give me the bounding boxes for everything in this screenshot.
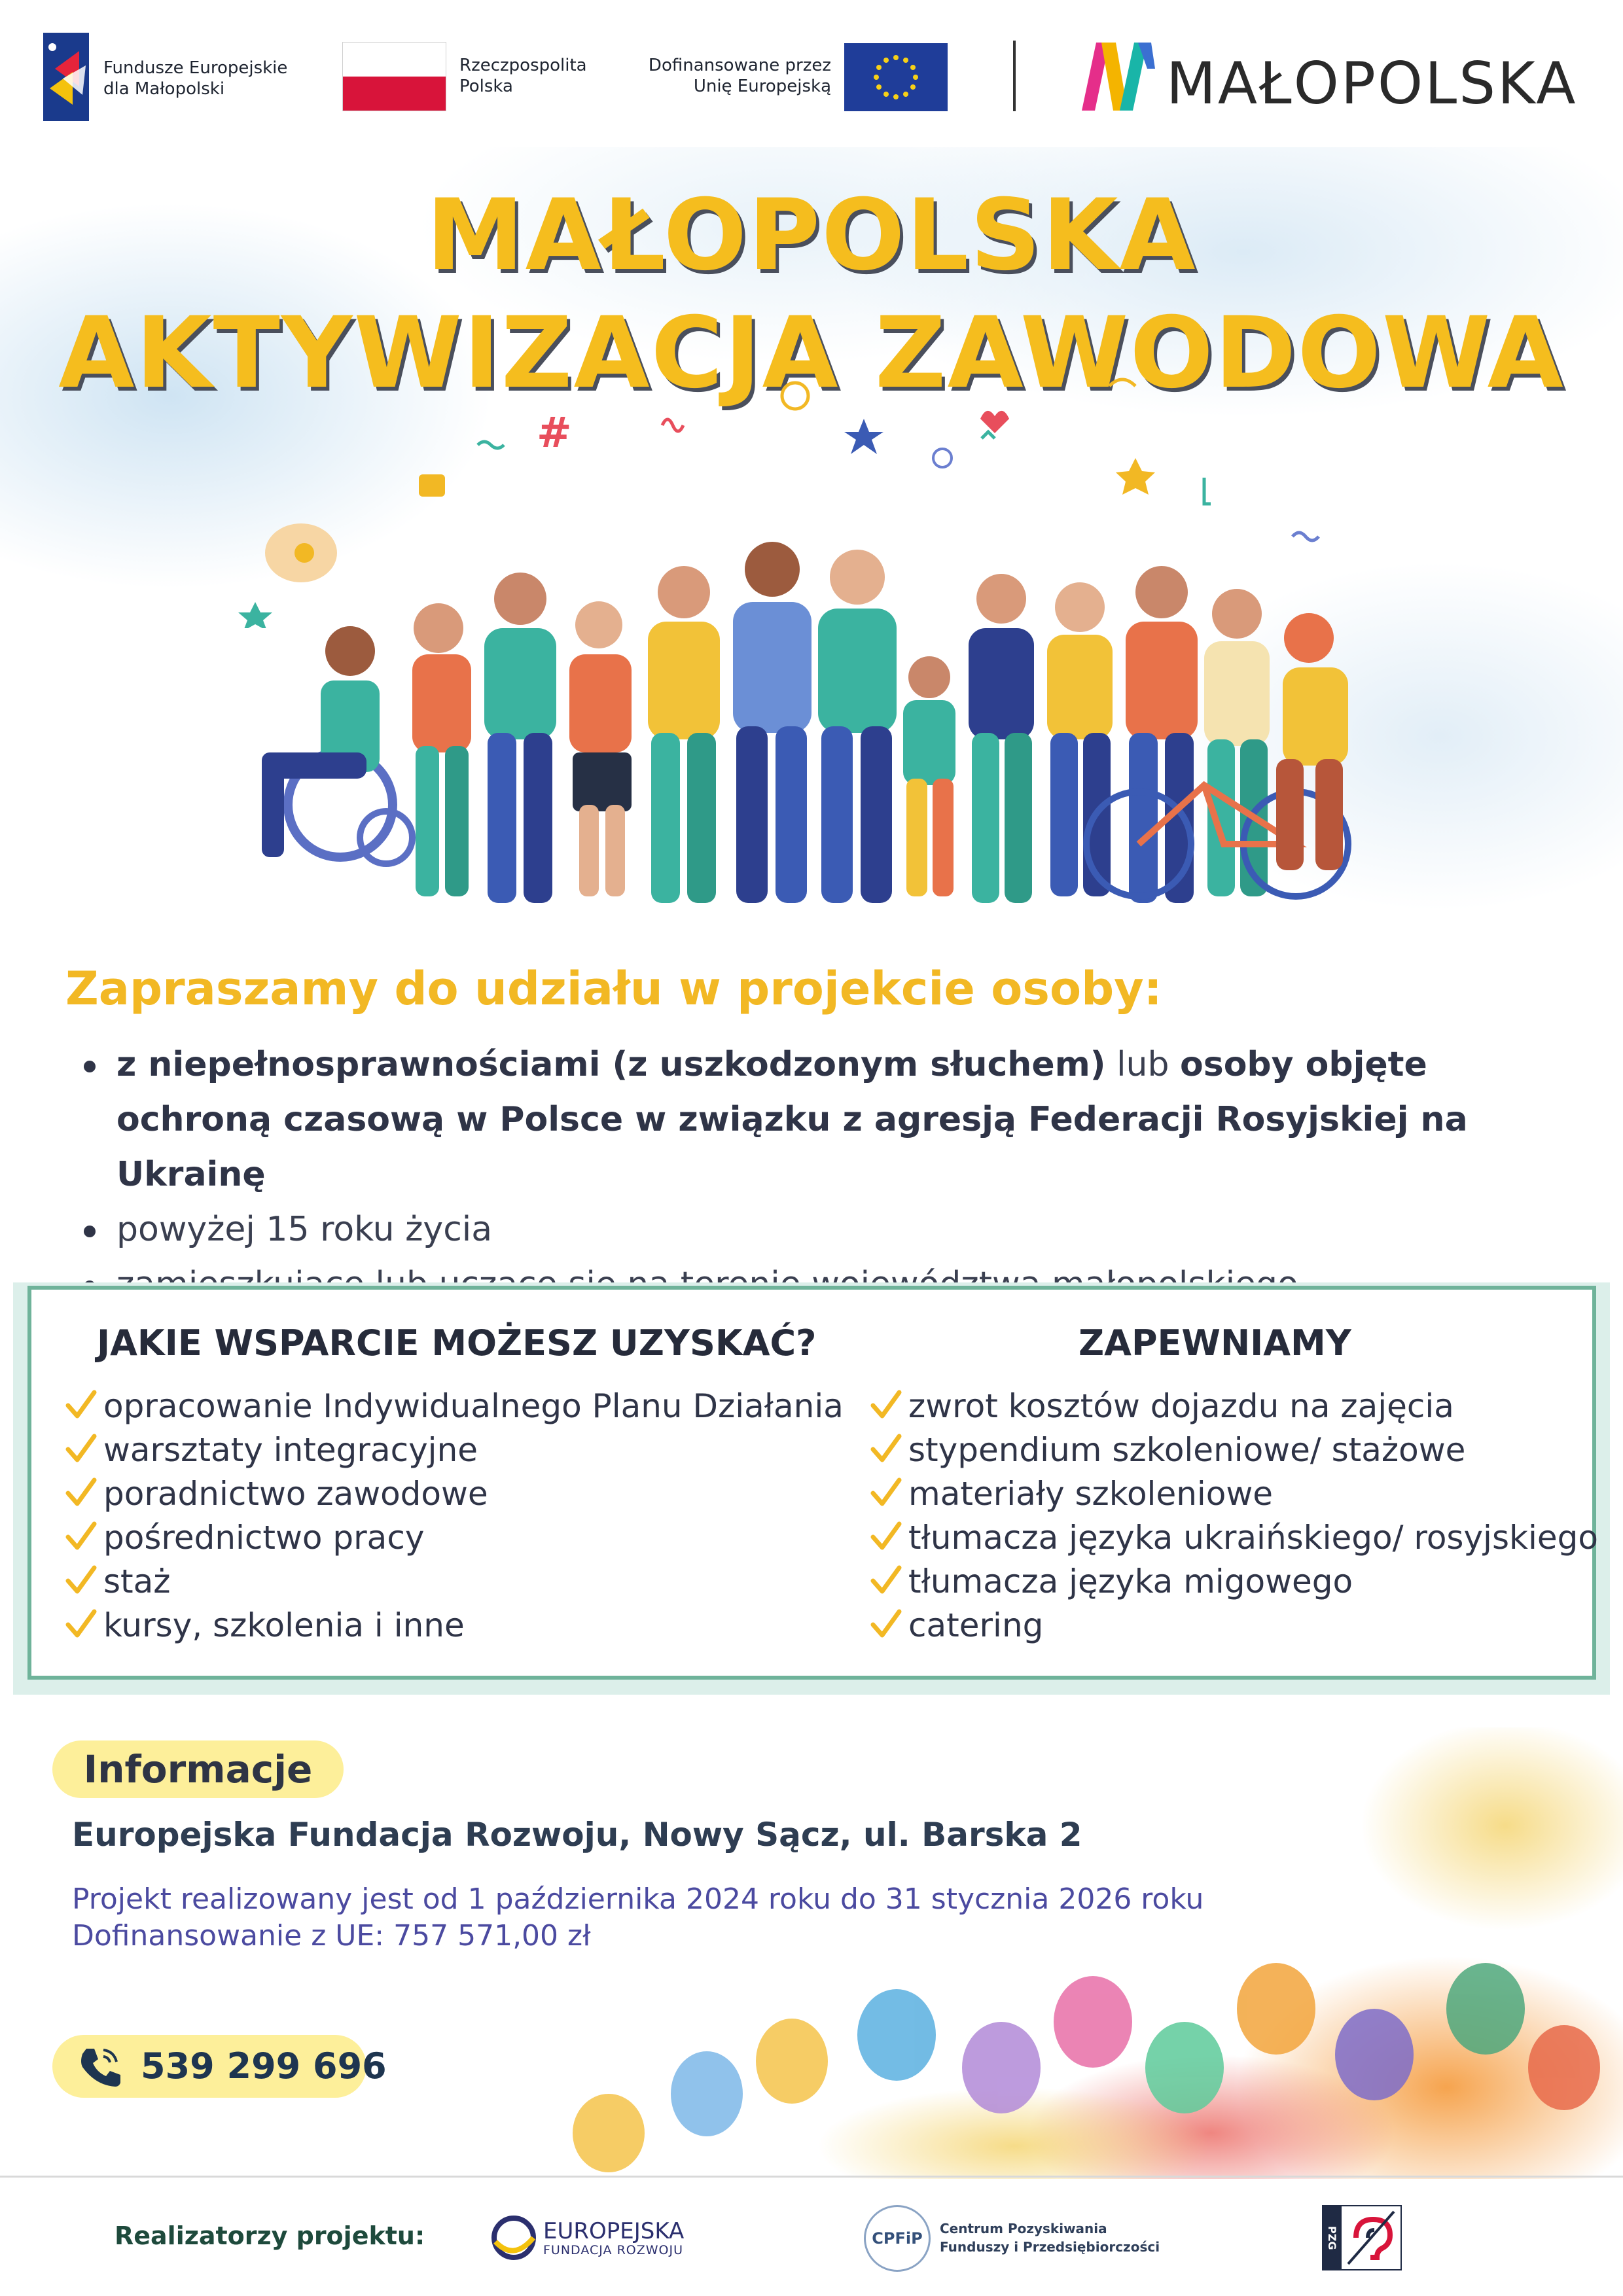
efr-logo-icon: [488, 2212, 540, 2264]
list-item-label: zwrot kosztów dojazdu na zajęcia: [908, 1387, 1454, 1425]
support-right-heading: ZAPEWNIAMY: [1079, 1322, 1351, 1364]
check-icon: [869, 1563, 903, 1597]
list-item-label: poradnictwo zawodowe: [103, 1475, 488, 1513]
eligibility-item-2: powyżej 15 roku życia: [79, 1202, 1564, 1257]
list-item-label: pośrednictwo pracy: [103, 1519, 425, 1557]
footer-divider: [0, 2176, 1623, 2178]
check-icon: [64, 1563, 98, 1597]
list-item-label: tłumacza języka ukraińskiego/ rosyjskiego: [908, 1519, 1598, 1557]
check-icon: [64, 1431, 98, 1465]
list-item-label: warsztaty integracyjne: [103, 1431, 478, 1469]
pzg-badge-text: PZG: [1326, 2225, 1338, 2250]
list-item: [869, 1385, 1598, 1428]
header-bar: [0, 0, 1623, 147]
eligibility-list: [79, 1037, 1564, 1312]
list-item-label: opracowanie Indywidualnego Planu Działania: [103, 1387, 844, 1425]
cpfip-text-line1: Centrum Pozyskiwania: [940, 2221, 1107, 2236]
check-icon: [869, 1475, 903, 1509]
check-icon: [64, 1387, 98, 1421]
efr-text-line1: EUROPEJSKA: [543, 2218, 685, 2244]
efr-logo-text: [543, 2219, 684, 2257]
rp-logo-text: [459, 55, 587, 97]
eu-logo-text: [635, 55, 831, 97]
support-left-heading: JAKIE WSPARCIE MOŻESZ UZYSKAĆ?: [97, 1322, 817, 1364]
project-funding: Dofinansowanie z UE: 757 571,00 zł: [72, 1919, 591, 1952]
rp-text-line1: Rzeczpospolita: [459, 56, 587, 75]
project-details: [72, 1881, 1204, 1954]
list-item: [869, 1428, 1598, 1472]
rp-text-line2: Polska: [459, 77, 513, 96]
list-item: [869, 1516, 1598, 1560]
people-crowd-illustration: [223, 497, 1414, 916]
list-item: [64, 1516, 844, 1560]
eu-flag-icon: [844, 43, 948, 111]
support-left-list: [64, 1385, 844, 1648]
fundusze-europejskie-logo: [43, 33, 89, 121]
invite-heading: Zapraszamy do udziału w projekcie osoby:: [65, 962, 1162, 1016]
header-divider: [1013, 41, 1016, 111]
eu-text-line2: Unię Europejską: [693, 77, 831, 96]
check-icon: [64, 1475, 98, 1509]
list-item: [869, 1472, 1598, 1516]
hashtag-doodle: #: [537, 409, 572, 457]
check-icon: [869, 1431, 903, 1465]
check-icon: [869, 1387, 903, 1421]
fe-text-line1: Fundusze Europejskie: [103, 58, 288, 78]
cpfip-logo-text: [940, 2219, 1160, 2256]
info-label: Informacje: [83, 1747, 313, 1792]
list-item: [64, 1560, 844, 1604]
list-item-label: materiały szkoleniowe: [908, 1475, 1274, 1513]
efr-text-line2: FUNDACJA ROZWOJU: [543, 2243, 684, 2257]
list-item-label: staż: [103, 1563, 171, 1600]
list-item: [64, 1472, 844, 1516]
check-icon: [64, 1519, 98, 1553]
check-icon: [869, 1519, 903, 1553]
fe-text-line2: dla Małopolski: [103, 79, 225, 99]
eligibility-item: [79, 1037, 1564, 1202]
check-icon: [64, 1606, 98, 1640]
list-item-label: kursy, szkolenia i inne: [103, 1606, 465, 1644]
eu-text-line1: Dofinansowane przez: [648, 56, 831, 75]
project-period: Projekt realizowany jest od 1 października 2024 roku do 31 stycznia 2026 roku: [72, 1882, 1204, 1916]
list-item: [64, 1385, 844, 1428]
cpfip-logo-badge: CPFiP: [864, 2205, 931, 2272]
list-item: [869, 1560, 1598, 1604]
list-item: [64, 1428, 844, 1472]
fe-logo-text: [103, 58, 287, 99]
list-item-label: catering: [908, 1606, 1044, 1644]
list-item: [869, 1604, 1598, 1648]
support-box: [27, 1286, 1596, 1680]
eligibility-item-1c: osoby objęte ochroną czasową w Polsce w związku z agresją Federacji Rosyjskiej na Ukrainę: [116, 1045, 1468, 1194]
cpfip-text-line2: Funduszy i Przedsiębiorczości: [940, 2239, 1160, 2255]
eligibility-item-1b: lub: [1116, 1045, 1169, 1084]
list-item-label: tłumacza języka migowego: [908, 1563, 1353, 1600]
pzg-logo: [1322, 2205, 1402, 2270]
poland-flag-icon: [342, 42, 446, 111]
list-item: [64, 1604, 844, 1648]
phone-icon: [77, 2045, 122, 2089]
implementers-label: Realizatorzy projektu:: [115, 2221, 425, 2250]
title-line2: AKTYWIZACJA ZAWODOWA: [58, 296, 1565, 410]
malopolska-logo-text: MAŁOPOLSKA: [1166, 50, 1578, 117]
title-line1: MAŁOPOLSKA: [426, 179, 1197, 292]
malopolska-m-icon: [1082, 43, 1155, 111]
eligibility-item-1a: z niepełnosprawnościami (z uszkodzonym słuchem): [116, 1045, 1106, 1084]
check-icon: [869, 1606, 903, 1640]
support-right-list: [869, 1385, 1598, 1648]
organizer-address: Europejska Fundacja Rozwoju, Nowy Sącz, ul. Barska 2: [72, 1816, 1082, 1854]
list-item-label: stypendium szkoleniowe/ stażowe: [908, 1431, 1466, 1469]
phone-number[interactable]: 539 299 696: [141, 2045, 387, 2087]
